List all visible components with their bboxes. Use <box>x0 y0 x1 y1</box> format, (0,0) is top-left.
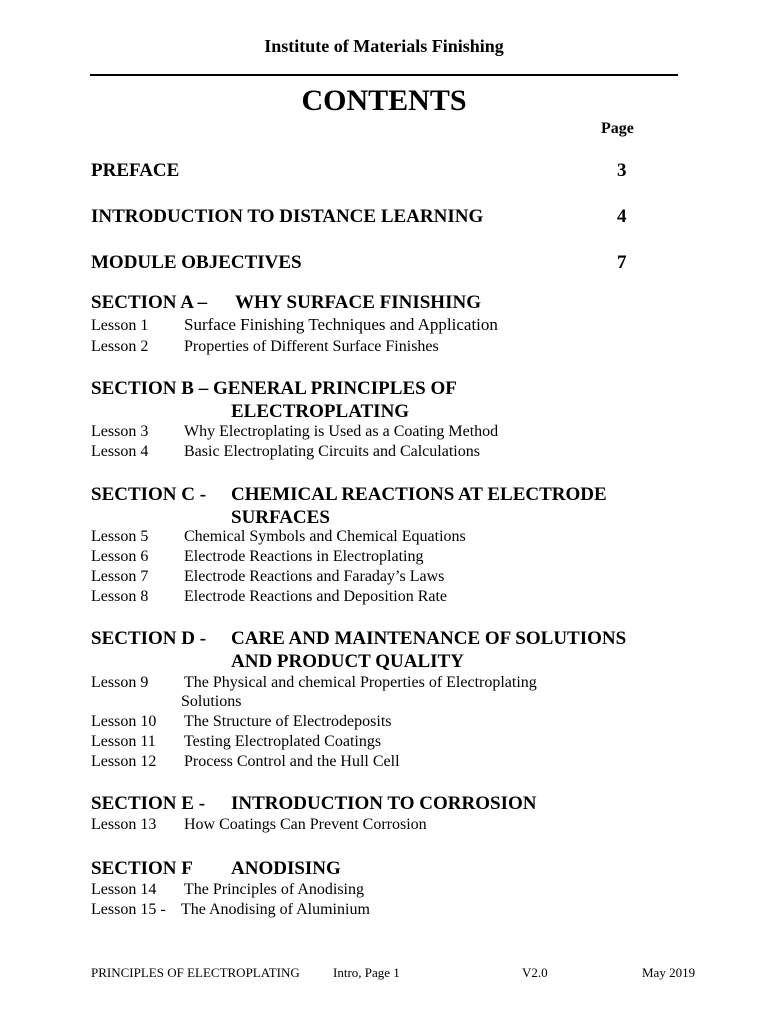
lesson-title-cont: Solutions <box>181 693 242 710</box>
lesson-title: The Principles of Anodising <box>184 881 364 898</box>
lesson-title: Why Electroplating is Used as a Coating Method <box>184 423 499 440</box>
lesson-number: Lesson 7 <box>91 568 149 585</box>
institute-header: Institute of Materials Finishing <box>264 36 504 56</box>
toc-entry-objectives: MODULE OBJECTIVES <box>91 252 302 273</box>
section-d-prefix: SECTION D - <box>91 628 207 649</box>
footer-page-ref: Intro, Page 1 <box>333 965 400 980</box>
section-e-prefix: SECTION E - <box>91 793 206 814</box>
lesson-title: Chemical Symbols and Chemical Equations <box>184 528 466 545</box>
footer-course: PRINCIPLES OF ELECTROPLATING <box>91 965 300 980</box>
section-e-title: INTRODUCTION TO CORROSION <box>231 793 537 814</box>
page-title: CONTENTS <box>301 84 467 117</box>
lesson-title: How Coatings Can Prevent Corrosion <box>184 816 427 833</box>
lesson-title: The Structure of Electrodeposits <box>184 713 392 730</box>
lesson-number: Lesson 3 <box>91 423 149 440</box>
toc-page-number: 7 <box>617 252 627 273</box>
lesson-number: Lesson 8 <box>91 588 149 605</box>
lesson-number: Lesson 12 <box>91 753 157 770</box>
lesson-number: Lesson 6 <box>91 548 149 565</box>
lesson-number: Lesson 9 <box>91 674 149 691</box>
section-c-prefix: SECTION C - <box>91 484 207 505</box>
lesson-number: Lesson 15 - <box>91 901 166 918</box>
lesson-number: Lesson 13 <box>91 816 157 833</box>
footer-version: V2.0 <box>522 965 548 980</box>
lesson-number: Lesson 10 <box>91 713 157 730</box>
lesson-title: Basic Electroplating Circuits and Calculations <box>184 443 480 460</box>
section-c-title-cont: SURFACES <box>231 507 330 528</box>
lesson-number: Lesson 1 <box>91 317 149 334</box>
lesson-number: Lesson 11 <box>91 733 156 750</box>
section-c-title: CHEMICAL REACTIONS AT ELECTRODE <box>231 484 607 505</box>
section-b-title: ELECTROPLATING <box>231 401 410 422</box>
toc-page-number: 3 <box>617 160 627 181</box>
lesson-title: Surface Finishing Techniques and Application <box>184 315 498 334</box>
lesson-title: Process Control and the Hull Cell <box>184 753 400 770</box>
page-column-label: Page <box>601 120 634 137</box>
lesson-title: Electrode Reactions in Electroplating <box>184 548 424 565</box>
lesson-title: The Physical and chemical Properties of Electroplating <box>184 674 537 691</box>
lesson-number: Lesson 4 <box>91 443 149 460</box>
lesson-number: Lesson 5 <box>91 528 149 545</box>
section-d-title: CARE AND MAINTENANCE OF SOLUTIONS <box>231 628 627 649</box>
header-rule <box>90 74 678 76</box>
section-d-title-cont: AND PRODUCT QUALITY <box>231 651 464 672</box>
toc-entry-introduction: INTRODUCTION TO DISTANCE LEARNING <box>91 206 484 227</box>
section-a-prefix: SECTION A – <box>91 292 208 313</box>
lesson-title: Electrode Reactions and Deposition Rate <box>184 588 448 605</box>
lesson-title: Testing Electroplated Coatings <box>184 733 382 750</box>
lesson-title: Electrode Reactions and Faraday’s Laws <box>184 568 445 585</box>
section-f-title: ANODISING <box>231 858 341 879</box>
toc-page-number: 4 <box>617 206 627 227</box>
lesson-title: The Anodising of Aluminium <box>181 901 370 918</box>
section-a-title: WHY SURFACE FINISHING <box>235 292 481 313</box>
lesson-number: Lesson 14 <box>91 881 157 898</box>
footer-date: May 2019 <box>642 965 696 980</box>
section-f-prefix: SECTION F <box>91 858 193 879</box>
section-b-prefix: SECTION B – GENERAL PRINCIPLES OF <box>91 378 457 399</box>
lesson-number: Lesson 2 <box>91 338 149 355</box>
lesson-title: Properties of Different Surface Finishes <box>184 338 439 355</box>
toc-entry-preface: PREFACE <box>91 160 180 181</box>
